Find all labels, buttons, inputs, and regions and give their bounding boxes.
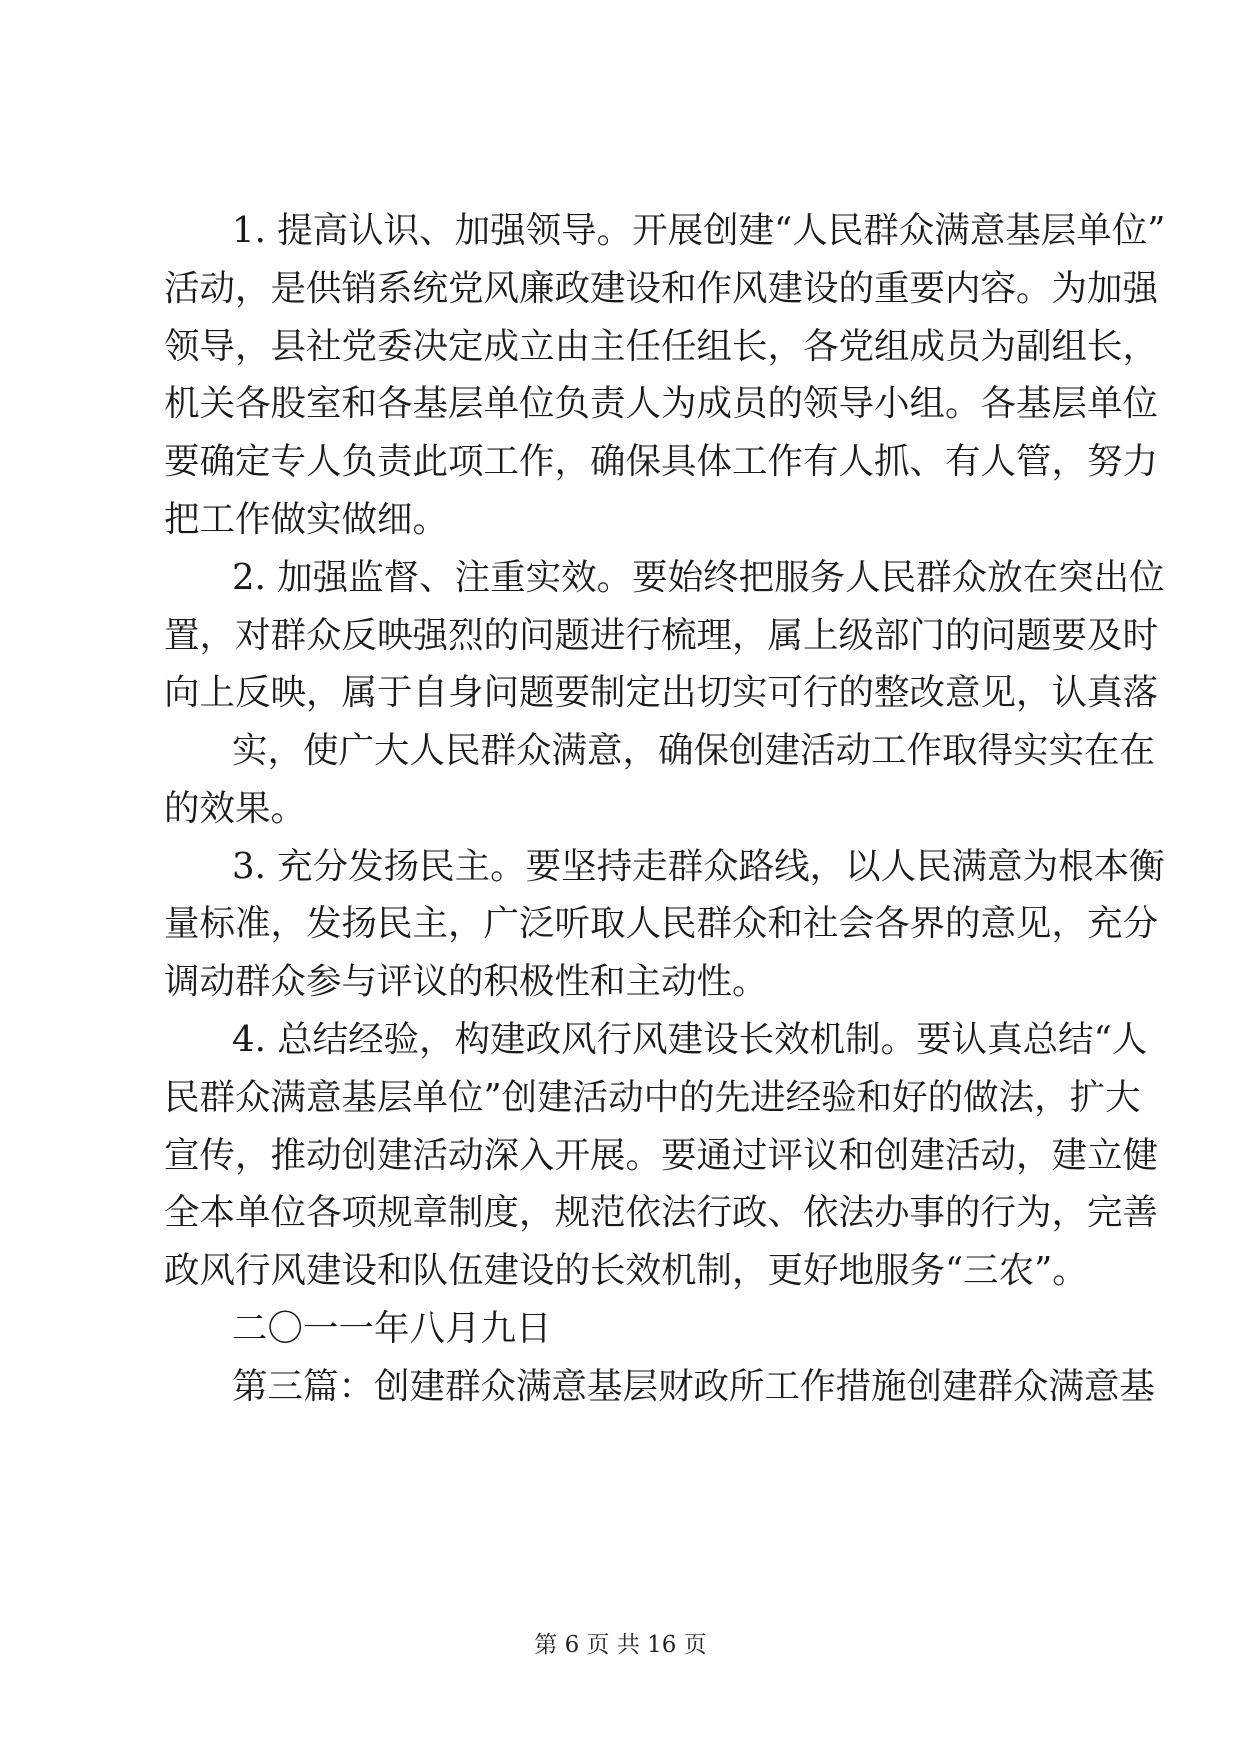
paragraph-2-line-2: 置，对群众反映强烈的问题进行梳理，属上级部门的问题要及时 bbox=[164, 615, 1159, 656]
paragraph-2-line-4: 实，使广大人民群众满意，确保创建活动工作取得实实在在 bbox=[232, 730, 1156, 771]
paragraph-1-line-6: 把工作做实做细。 bbox=[164, 499, 449, 540]
paragraph-3-line-3: 调动群众参与评议的积极性和主动性。 bbox=[164, 961, 768, 1002]
paragraph-3-line-2: 量标准，发扬民主，广泛听取人民群众和社会各界的意见，充分 bbox=[164, 903, 1159, 944]
paragraph-4-line-4: 全本单位各项规章制度，规范依法行政、依法办事的行为，完善 bbox=[164, 1192, 1159, 1233]
paragraph-1-line-4: 机关各股室和各基层单位负责人为成员的领导小组。各基层单位 bbox=[164, 383, 1159, 424]
paragraph-2-line-3: 向上反映，属于自身问题要制定出切实可行的整改意见，认真落 bbox=[164, 672, 1159, 713]
section-heading-line: 第三篇：创建群众满意基层财政所工作措施创建群众满意基 bbox=[232, 1366, 1156, 1407]
paragraph-1-line-2: 活动，是供销系统党风廉政建设和作风建设的重要内容。为加强 bbox=[164, 268, 1159, 309]
page-footer: 第 6 页 共 16 页 bbox=[534, 1632, 707, 1658]
paragraph-1-line-3: 领导，县社党委决定成立由主任任组长，各党组成员为副组长， bbox=[164, 326, 1159, 367]
paragraph-2-line-1: 2. 加强监督、注重实效。要始终把服务人民群众放在突出位 bbox=[232, 557, 1165, 598]
paragraph-4-line-2: 民群众满意基层单位”创建活动中的先进经验和好的做法，扩大 bbox=[164, 1077, 1141, 1118]
paragraph-1-line-1: 1. 提高认识、加强领导。开展创建“人民群众满意基层单位” bbox=[232, 210, 1166, 251]
paragraph-4-line-5: 政风行风建设和队伍建设的长效机制，更好地服务“三农”。 bbox=[164, 1250, 1088, 1291]
date-line: 二〇一一年八月九日 bbox=[232, 1308, 552, 1349]
paragraph-4-line-1: 4. 总结经验，构建政风行风建设长效机制。要认真总结“人 bbox=[232, 1019, 1148, 1060]
paragraph-2-line-5: 的效果。 bbox=[164, 788, 307, 829]
paragraph-4-line-3: 宣传，推动创建活动深入开展。要通过评议和创建活动，建立健 bbox=[164, 1135, 1159, 1176]
paragraph-3-line-1: 3. 充分发扬民主。要坚持走群众路线，以人民满意为根本衡 bbox=[232, 846, 1165, 887]
paragraph-1-line-5: 要确定专人负责此项工作，确保具体工作有人抓、有人管，努力 bbox=[164, 441, 1159, 482]
